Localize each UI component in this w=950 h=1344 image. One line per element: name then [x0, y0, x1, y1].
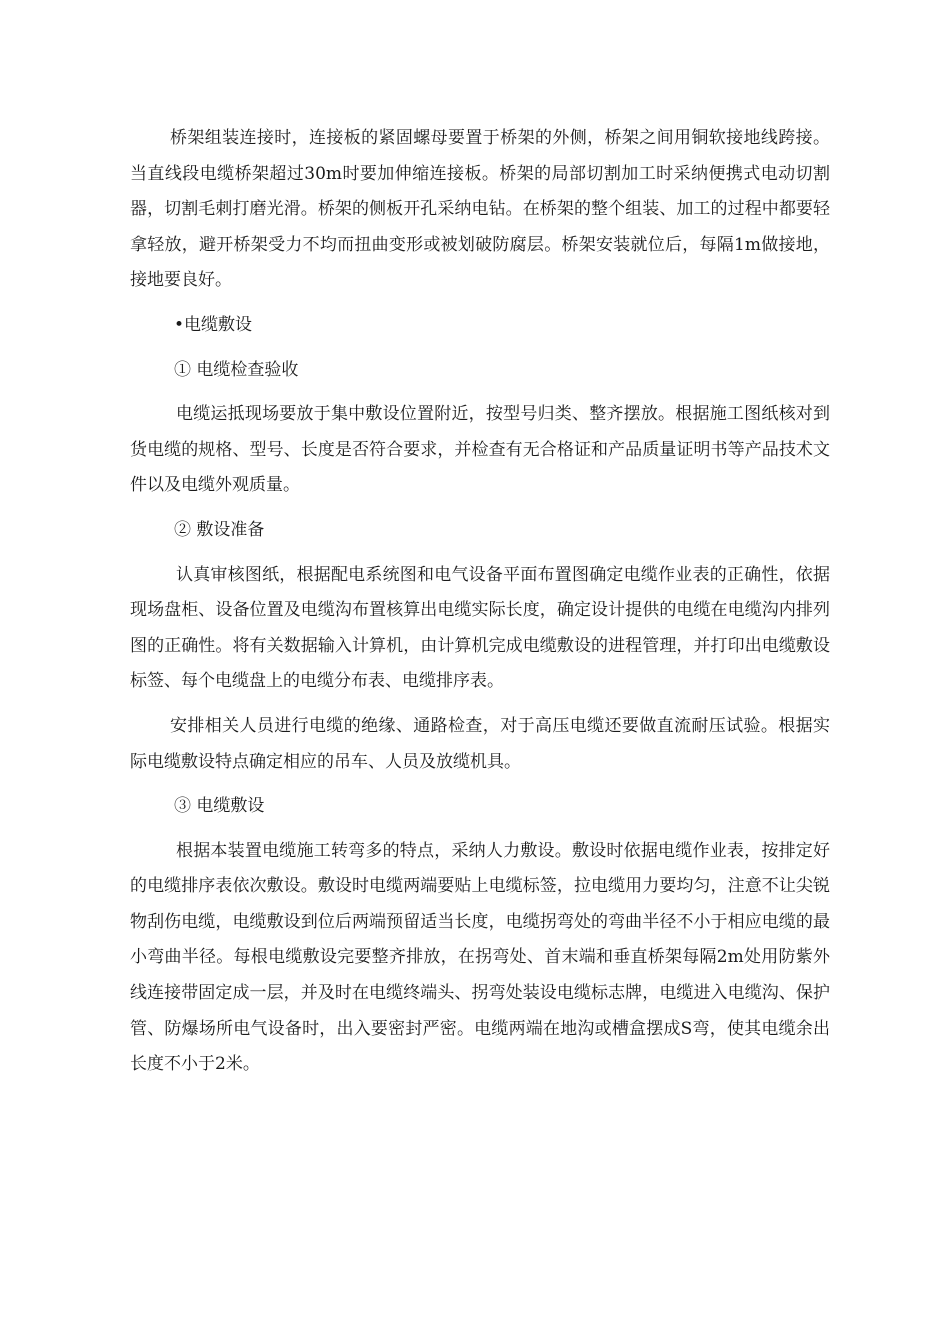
paragraph-cable-tray-assembly: 桥架组装连接时，连接板的紧固螺母要置于桥架的外侧，桥架之间用铜软接地线跨接。当直线段电缆桥架超过30m时要加伸缩连接板。桥架的局部切割加工时采纳便携式电动切割器，切割毛刺打磨光滑。桥架的侧板开孔采纳电钻。在桥架的整个组装、加工的过程中都要轻拿轻放，避开桥架受力不均而扭曲变形或被划破防腐层。桥架安装就位后，每隔1m做接地，接地要良好。 — [130, 128, 830, 291]
subheading-laying-preparation: ② 敷设准备 — [174, 519, 265, 540]
paragraph-cable-laying: 根据本装置电缆施工转弯多的特点，采纳人力敷设。敷设时依据电缆作业表，按排定好的电缆排序表依次敷设。敷设时电缆两端要贴上电缆标签，拉电缆用力要均匀，注意不让尖锐物刮伤电缆，电缆敷设到位后两端预留适当长度，电缆拐弯处的弯曲半径不小于相应电缆的最小弯曲半径。每根电缆敷设完要整齐排放，在拐弯处、首末端和垂直桥架每隔2m处用防紫外线连接带固定成一层，并及时在电缆终端头、拐弯处装设电缆标志牌，电缆进入电缆沟、保护管、防爆场所电气设备时，出入要密封严密。电缆两端在地沟或槽盒摆成S弯，使其电缆余出长度不小于2米。 — [130, 840, 830, 1075]
paragraph-cable-inspection: 电缆运抵现场要放于集中敷设位置附近，按型号归类、整齐摆放。根据施工图纸核对到货电缆的规格、型号、长度是否符合要求，并检查有无合格证和产品质量证明书等产品技术文件以及电缆外观质量。 — [130, 404, 830, 496]
paragraph-laying-preparation: 认真审核图纸，根据配电系统图和电气设备平面布置图确定电缆作业表的正确性，依据现场盘柜、设备位置及电缆沟布置核算出电缆实际长度，确定设计提供的电缆在电缆沟内排列图的正确性。将有关数据输入计算机，由计算机完成电缆敷设的进程管理，并打印出电缆敷设标签、每个电缆盘上的电缆分布表、电缆排序表。 — [130, 564, 830, 692]
paragraph-insulation-check: 安排相关人员进行电缆的绝缘、通路检查，对于高压电缆还要做直流耐压试验。根据实际电缆敷设特点确定相应的吊车、人员及放缆机具。 — [130, 715, 830, 772]
document-body — [130, 121, 830, 1092]
section-heading-cable-laying: •电缆敷设 — [174, 314, 253, 335]
subheading-cable-inspection: ① 电缆检查验收 — [174, 359, 299, 380]
subheading-cable-laying: ③ 电缆敷设 — [174, 796, 265, 817]
